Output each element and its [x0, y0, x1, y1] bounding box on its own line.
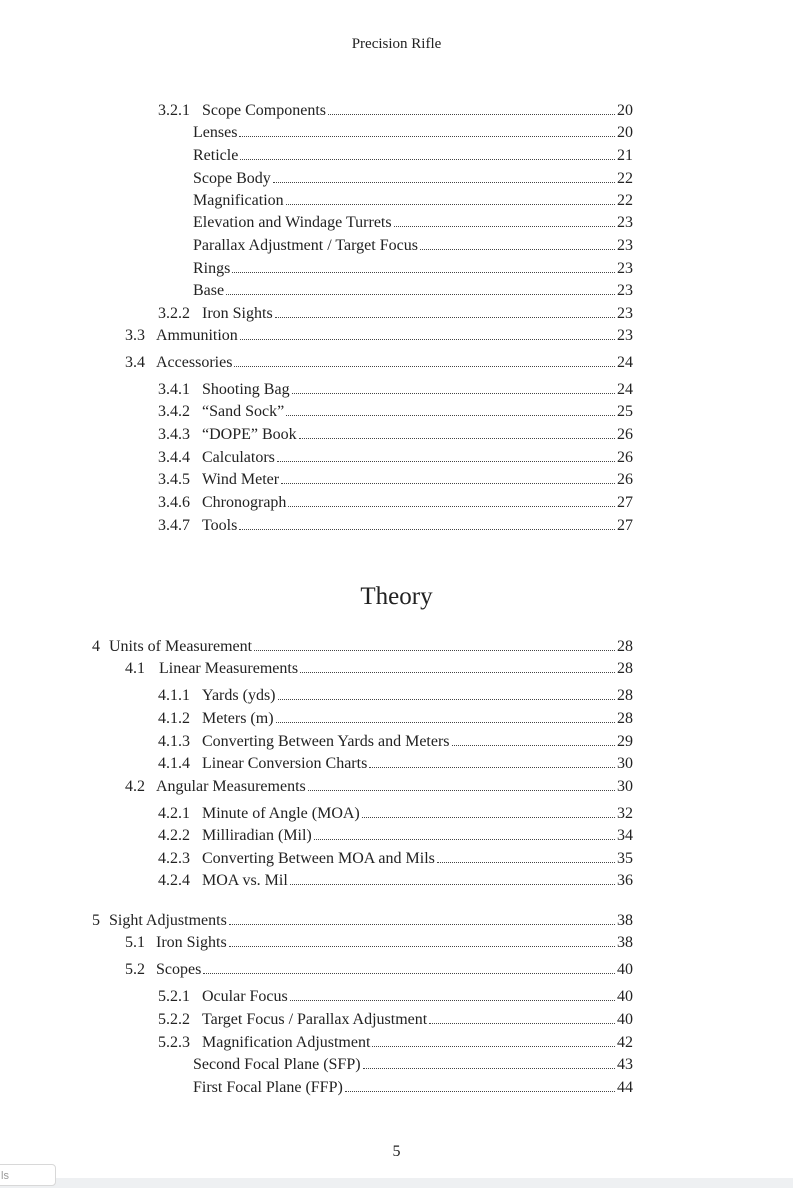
toc-entry[interactable]: [193, 146, 633, 166]
toc-entry-title: Target Focus / Parallax Adjustment: [202, 1011, 428, 1028]
toc-dot-leader: [240, 339, 615, 340]
toc-entry-number: 4.1.1: [158, 687, 190, 704]
toc-entry-page: 29: [617, 733, 633, 750]
toc-entry[interactable]: [193, 213, 633, 233]
toc-entry-title: Sight Adjustments: [109, 912, 227, 929]
toc-entry-title: Converting Between Yards and Meters: [202, 733, 450, 750]
toc-entry-title: Rings: [193, 260, 231, 277]
toc-dot-leader: [292, 393, 615, 394]
toc-entry[interactable]: [193, 123, 633, 143]
toc-entry-number: 4.1.4: [158, 755, 190, 772]
toc-entry-page: 26: [617, 426, 633, 443]
toc-entry-title: “DOPE” Book: [202, 426, 297, 443]
toc-entry[interactable]: [125, 777, 633, 797]
toc-entry-title: Scopes: [156, 961, 202, 978]
toc-entry-page: 22: [617, 170, 633, 187]
toc-entry-page: 30: [617, 755, 633, 772]
toc-dot-leader: [226, 294, 615, 295]
toc-entry-title: Magnification: [193, 192, 284, 209]
toc-entry-page: 22: [617, 192, 633, 209]
toc-entry-page: 20: [617, 102, 633, 119]
toc-entry-number: 4.2: [125, 778, 145, 795]
toc-entry[interactable]: [92, 911, 633, 931]
toc-entry-title: Accessories: [156, 354, 233, 371]
toc-dot-leader: [229, 924, 615, 925]
toc-dot-leader: [229, 946, 615, 947]
toc-dot-leader: [239, 136, 615, 137]
toc-dot-leader: [314, 839, 615, 840]
toc-dot-leader: [452, 745, 615, 746]
toc-entry-page: 23: [617, 282, 633, 299]
toc-entry-number: 4.1: [125, 660, 145, 677]
toc-entry-number: 3.4.4: [158, 449, 190, 466]
toc-dot-leader: [277, 461, 615, 462]
toc-entry-title: Wind Meter: [202, 471, 280, 488]
toc-dot-leader: [286, 204, 615, 205]
toc-entry-number: 3.4.6: [158, 494, 190, 511]
toc-entry-title: Scope Components: [202, 102, 326, 119]
toc-entry-page: 23: [617, 327, 633, 344]
toc-entry-title: Calculators: [202, 449, 275, 466]
toc-entry[interactable]: [158, 516, 633, 536]
toc-entry[interactable]: [158, 380, 633, 400]
toc-entry[interactable]: [125, 353, 633, 373]
toc-entry[interactable]: [158, 826, 633, 846]
toc-dot-leader: [420, 249, 615, 250]
toc-entry-title: Ammunition: [156, 327, 238, 344]
toc-entry-page: 40: [617, 988, 633, 1005]
toc-entry[interactable]: [158, 402, 633, 422]
toc-dot-leader: [300, 672, 615, 673]
toc-entry-number: 4.2.1: [158, 805, 190, 822]
toc-dot-leader: [288, 506, 615, 507]
toc-entry-title: “Sand Sock”: [202, 403, 285, 420]
toc-entry[interactable]: [158, 987, 633, 1007]
toc-entry[interactable]: [193, 169, 633, 189]
toc-entry-title: Iron Sights: [156, 934, 227, 951]
toc-entry[interactable]: [193, 1078, 633, 1098]
toc-entry-title: Tools: [202, 517, 238, 534]
toc-dot-leader: [328, 114, 615, 115]
toc-dot-leader: [276, 722, 615, 723]
toc-entry-page: 38: [617, 934, 633, 951]
toc-entry[interactable]: [158, 1010, 633, 1030]
toc-dot-leader: [290, 1000, 615, 1001]
page-number: 5: [392, 1143, 401, 1160]
toc-entry-title: Minute of Angle (MOA): [202, 805, 360, 822]
toc-entry-title: Units of Measurement: [109, 638, 253, 655]
toc-entry[interactable]: [158, 425, 633, 445]
toc-entry-page: 34: [617, 827, 633, 844]
toc-entry[interactable]: [158, 849, 633, 869]
toc-entry-page: 25: [617, 403, 633, 420]
toc-entry[interactable]: [158, 686, 633, 706]
toc-entry[interactable]: [158, 732, 633, 752]
toc-entry-page: 28: [617, 660, 633, 677]
toc-dot-leader: [239, 529, 615, 530]
toc-entry[interactable]: [193, 1055, 633, 1075]
toc-entry-title: First Focal Plane (FFP): [193, 1079, 343, 1096]
toc-entry-page: 23: [617, 214, 633, 231]
toc-entry-title: Linear Conversion Charts: [202, 755, 368, 772]
toc-dot-leader: [437, 862, 615, 863]
toc-dot-leader: [299, 438, 615, 439]
toc-entry[interactable]: [158, 804, 633, 824]
toc-dot-leader: [232, 272, 615, 273]
toc-entry[interactable]: [158, 304, 633, 324]
toc-entry-title: Scope Body: [193, 170, 271, 187]
toc-entry[interactable]: [125, 326, 633, 346]
toc-entry[interactable]: [158, 470, 633, 490]
toc-entry-number: 4.1.3: [158, 733, 190, 750]
toc-dot-leader: [254, 650, 615, 651]
toc-entry-page: 20: [617, 124, 633, 141]
toc-entry-number: 3.4.7: [158, 517, 190, 534]
toc-dot-leader: [308, 790, 615, 791]
toc-dot-leader: [286, 415, 615, 416]
toc-entry-page: 35: [617, 850, 633, 867]
toc-entry[interactable]: [158, 754, 633, 774]
toc-entry-page: 23: [617, 237, 633, 254]
toc-dot-leader: [345, 1091, 615, 1092]
viewer-bottom-bar: [0, 1178, 793, 1188]
toc-entry-number: 3.2.2: [158, 305, 190, 322]
toc-entry-page: 32: [617, 805, 633, 822]
toc-dot-leader: [429, 1023, 615, 1024]
toc-entry[interactable]: [193, 191, 633, 211]
toc-entry-page: 27: [617, 494, 633, 511]
toc-entry-number: 5.2: [125, 961, 145, 978]
toc-dot-leader: [278, 699, 616, 700]
toc-dot-leader: [372, 1046, 615, 1047]
toc-entry[interactable]: [158, 493, 633, 513]
toc-entry-title: Angular Measurements: [156, 778, 306, 795]
toc-entry-number: 5.1: [125, 934, 145, 951]
toc-entry-title: Iron Sights: [202, 305, 273, 322]
toc-entry-number: 4.2.3: [158, 850, 190, 867]
toc-entry-title: Linear Measurements: [159, 660, 299, 677]
toc-dot-leader: [275, 317, 615, 318]
toc-entry-page: 44: [617, 1079, 633, 1096]
toc-entry[interactable]: [158, 448, 633, 468]
toc-entry-title: Milliradian (Mil): [202, 827, 312, 844]
toc-entry-page: 42: [617, 1034, 633, 1051]
toc-entry[interactable]: [193, 281, 633, 301]
toc-entry[interactable]: [193, 259, 633, 279]
toc-entry-title: Second Focal Plane (SFP): [193, 1056, 361, 1073]
toc-entry-title: Shooting Bag: [202, 381, 290, 398]
toc-entry-title: MOA vs. Mil: [202, 872, 288, 889]
toc-entry[interactable]: [125, 659, 633, 679]
toc-entry-title: Lenses: [193, 124, 238, 141]
toc-entry-number: 5: [92, 912, 100, 929]
toc-dot-leader: [362, 817, 615, 818]
toc-dot-leader: [281, 483, 615, 484]
viewer-corner-chip[interactable]: ls: [0, 1164, 56, 1186]
toc-entry-number: 5.2.2: [158, 1011, 190, 1028]
running-head-title: Precision Rifle: [351, 36, 442, 52]
toc-entry[interactable]: [158, 1033, 633, 1053]
toc-entry[interactable]: [92, 637, 633, 657]
toc-entry-page: 28: [617, 687, 633, 704]
toc-entry-page: 24: [617, 381, 633, 398]
toc-entry-number: 4.2.4: [158, 872, 190, 889]
toc-entry-number: 3.4: [125, 354, 145, 371]
toc-entry-title: Parallax Adjustment / Target Focus: [193, 237, 418, 254]
toc-entry-page: 26: [617, 449, 633, 466]
toc-entry[interactable]: [125, 960, 633, 980]
toc-entry-page: 28: [617, 638, 633, 655]
toc-entry[interactable]: [193, 236, 633, 256]
toc-entry-page: 27: [617, 517, 633, 534]
toc-entry-page: 40: [617, 1011, 633, 1028]
toc-entry-title: Meters (m): [202, 710, 274, 727]
toc-dot-leader: [363, 1068, 615, 1069]
toc-entry-page: 40: [617, 961, 633, 978]
toc-entry-title: Chronograph: [202, 494, 287, 511]
toc-entry-page: 28: [617, 710, 633, 727]
toc-entry-page: 38: [617, 912, 633, 929]
section-heading-theory: Theory: [360, 583, 433, 610]
toc-entry-title: Yards (yds): [202, 687, 276, 704]
toc-entry[interactable]: [158, 101, 633, 121]
toc-entry-number: 3.4.1: [158, 381, 190, 398]
toc-entry-page: 24: [617, 354, 633, 371]
toc-entry-page: 21: [617, 147, 633, 164]
toc-entry-title: Elevation and Windage Turrets: [193, 214, 392, 231]
toc-entry-title: Magnification Adjustment: [202, 1034, 371, 1051]
toc-entry[interactable]: [158, 709, 633, 729]
toc-entry-number: 4.2.2: [158, 827, 190, 844]
toc-entry-page: 30: [617, 778, 633, 795]
toc-entry-number: 4.1.2: [158, 710, 190, 727]
toc-dot-leader: [290, 884, 615, 885]
toc-entry-number: 3.4.3: [158, 426, 190, 443]
toc-entry-title: Reticle: [193, 147, 239, 164]
toc-dot-leader: [234, 366, 615, 367]
toc-entry-title: Converting Between MOA and Mils: [202, 850, 435, 867]
toc-entry-page: 23: [617, 305, 633, 322]
toc-entry-number: 4: [92, 638, 100, 655]
toc-entry-page: 36: [617, 872, 633, 889]
toc-dot-leader: [369, 767, 615, 768]
toc-entry-number: 3.2.1: [158, 102, 190, 119]
toc-entry-page: 43: [617, 1056, 633, 1073]
toc-entry-number: 5.2.3: [158, 1034, 190, 1051]
toc-entry[interactable]: [158, 871, 633, 891]
toc-entry-title: Ocular Focus: [202, 988, 288, 1005]
toc-dot-leader: [203, 973, 615, 974]
toc-dot-leader: [394, 226, 615, 227]
toc-dot-leader: [240, 159, 615, 160]
toc-entry-number: 3.4.2: [158, 403, 190, 420]
toc-entry[interactable]: [125, 933, 633, 953]
toc-entry-page: 23: [617, 260, 633, 277]
toc-entry-number: 3.3: [125, 327, 145, 344]
toc-entry-title: Base: [193, 282, 225, 299]
toc-dot-leader: [273, 182, 615, 183]
toc-entry-number: 3.4.5: [158, 471, 190, 488]
toc-entry-page: 26: [617, 471, 633, 488]
toc-entry-number: 5.2.1: [158, 988, 190, 1005]
